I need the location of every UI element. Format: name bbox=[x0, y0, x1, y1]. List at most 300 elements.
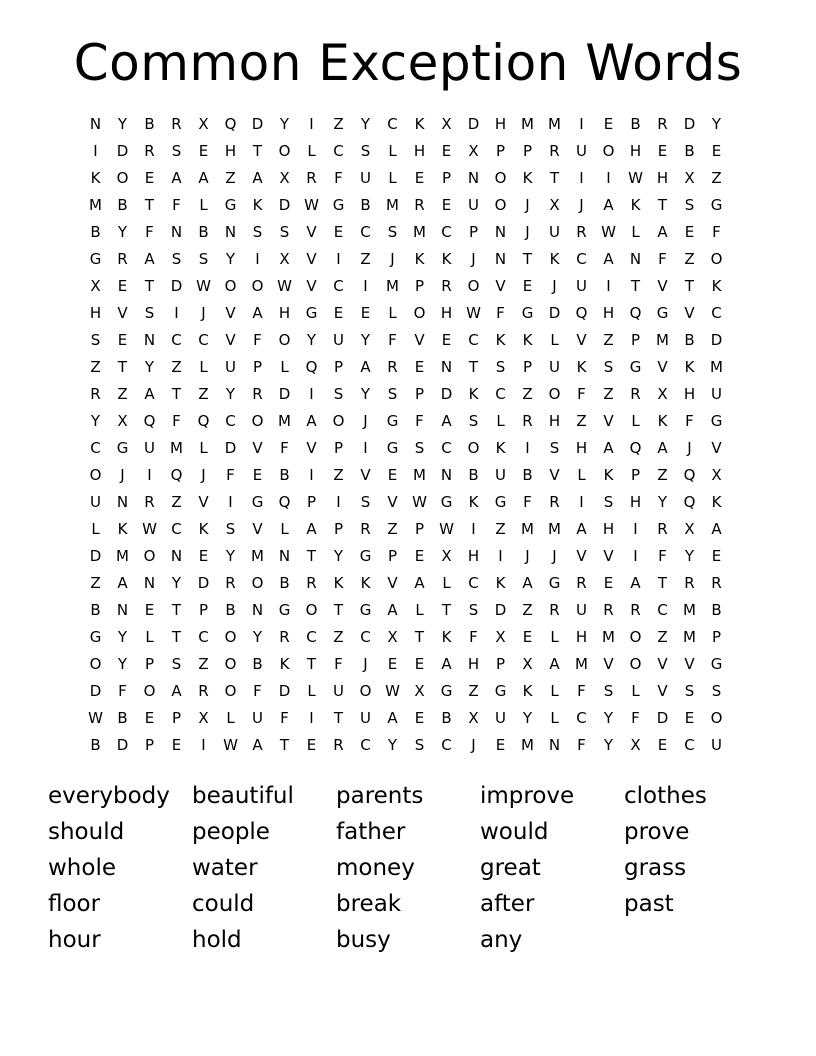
grid-letter: S bbox=[279, 223, 290, 241]
grid-letter: D bbox=[116, 142, 129, 160]
grid-letter: R bbox=[144, 142, 155, 160]
grid-letter: K bbox=[549, 250, 560, 268]
grid-letter: Y bbox=[225, 547, 236, 565]
grid-letter: B bbox=[117, 196, 128, 214]
grid-letter: E bbox=[522, 277, 533, 295]
grid-letter: C bbox=[657, 601, 668, 619]
grid-row bbox=[82, 246, 742, 273]
grid-letter: E bbox=[117, 331, 128, 349]
grid-letter: K bbox=[711, 277, 722, 295]
grid-letter: F bbox=[172, 412, 181, 430]
grid-letter: G bbox=[359, 601, 372, 619]
grid-letter: L bbox=[307, 142, 316, 160]
grid-letter: T bbox=[306, 655, 317, 673]
grid-letter: Z bbox=[522, 385, 533, 403]
grid-letter: F bbox=[253, 331, 262, 349]
grid-letter: N bbox=[440, 466, 453, 484]
grid-letter: K bbox=[603, 466, 614, 484]
word-list-item: break bbox=[336, 891, 402, 917]
grid-letter: D bbox=[170, 277, 183, 295]
grid-letter: Z bbox=[360, 250, 371, 268]
grid-letter: T bbox=[414, 628, 425, 646]
grid-letter: K bbox=[198, 520, 209, 538]
grid-letter: K bbox=[711, 493, 722, 511]
grid-letter: G bbox=[440, 493, 453, 511]
grid-letter: H bbox=[575, 628, 588, 646]
grid-letter: R bbox=[117, 250, 128, 268]
grid-letter: O bbox=[710, 250, 723, 268]
grid-letter: L bbox=[631, 682, 640, 700]
grid-letter: V bbox=[387, 493, 398, 511]
grid-letter: K bbox=[279, 655, 290, 673]
grid-letter: I bbox=[606, 277, 611, 295]
grid-letter: Y bbox=[603, 709, 614, 727]
grid-letter: E bbox=[171, 736, 182, 754]
grid-letter: O bbox=[251, 574, 264, 592]
grid-row bbox=[82, 516, 742, 543]
grid-letter: T bbox=[630, 277, 641, 295]
grid-letter: I bbox=[579, 169, 584, 187]
grid-letter: E bbox=[414, 169, 425, 187]
grid-letter: M bbox=[575, 655, 588, 673]
grid-letter: G bbox=[251, 493, 264, 511]
grid-letter: R bbox=[603, 601, 614, 619]
grid-letter: G bbox=[386, 412, 399, 430]
grid-letter: S bbox=[414, 439, 425, 457]
grid-letter: A bbox=[441, 412, 452, 430]
grid-letter: R bbox=[657, 115, 668, 133]
grid-letter: U bbox=[576, 601, 587, 619]
grid-letter: G bbox=[629, 358, 642, 376]
grid-letter: Y bbox=[117, 223, 128, 241]
grid-letter: I bbox=[309, 466, 314, 484]
grid-letter: V bbox=[252, 520, 263, 538]
word-list-item: beautiful bbox=[192, 783, 294, 809]
grid-letter: U bbox=[576, 142, 587, 160]
grid-letter: U bbox=[90, 493, 101, 511]
word-list-item: grass bbox=[624, 855, 687, 881]
grid-letter: S bbox=[171, 142, 182, 160]
grid-letter: V bbox=[657, 277, 668, 295]
grid-letter: A bbox=[657, 439, 668, 457]
grid-letter: Q bbox=[683, 493, 696, 511]
grid-letter: L bbox=[388, 169, 397, 187]
grid-letter: B bbox=[630, 115, 641, 133]
grid-letter: Z bbox=[171, 358, 182, 376]
grid-letter: H bbox=[224, 142, 237, 160]
grid-letter: B bbox=[441, 709, 452, 727]
grid-letter: R bbox=[657, 520, 668, 538]
grid-letter: Z bbox=[117, 385, 128, 403]
grid-letter: E bbox=[333, 223, 344, 241]
grid-letter: R bbox=[306, 574, 317, 592]
grid-letter: U bbox=[360, 709, 371, 727]
grid-letter: G bbox=[116, 439, 129, 457]
grid-letter: V bbox=[117, 304, 128, 322]
grid-letter: J bbox=[552, 547, 557, 565]
grid-letter: O bbox=[278, 331, 291, 349]
grid-letter: V bbox=[657, 682, 668, 700]
grid-letter: Y bbox=[279, 115, 290, 133]
grid-letter: Y bbox=[657, 493, 668, 511]
grid-letter: H bbox=[413, 142, 426, 160]
grid-letter: R bbox=[630, 385, 641, 403]
grid-letter: Z bbox=[387, 520, 398, 538]
grid-letter: K bbox=[495, 574, 506, 592]
grid-row bbox=[82, 219, 742, 246]
grid-letter: K bbox=[360, 574, 371, 592]
grid-letter: T bbox=[279, 736, 290, 754]
grid-letter: I bbox=[363, 439, 368, 457]
grid-letter: W bbox=[142, 520, 157, 538]
grid-letter: R bbox=[306, 169, 317, 187]
grid-letter: O bbox=[710, 709, 723, 727]
grid-row bbox=[82, 570, 742, 597]
grid-letter: F bbox=[631, 709, 640, 727]
grid-letter: A bbox=[306, 520, 317, 538]
grid-letter: I bbox=[579, 115, 584, 133]
grid-letter: L bbox=[631, 412, 640, 430]
grid-letter: P bbox=[333, 520, 344, 538]
grid-letter: T bbox=[657, 574, 668, 592]
grid-letter: B bbox=[90, 601, 101, 619]
grid-letter: X bbox=[684, 169, 695, 187]
grid-letter: V bbox=[225, 331, 236, 349]
grid-letter: O bbox=[629, 655, 642, 673]
grid-letter: U bbox=[468, 196, 479, 214]
grid-letter: S bbox=[90, 331, 101, 349]
grid-letter: P bbox=[414, 520, 425, 538]
grid-letter: A bbox=[252, 304, 263, 322]
grid-letter: M bbox=[548, 115, 561, 133]
grid-letter: Y bbox=[117, 115, 128, 133]
grid-letter: M bbox=[521, 520, 534, 538]
grid-letter: V bbox=[306, 277, 317, 295]
grid-letter: Z bbox=[495, 520, 506, 538]
grid-letter: P bbox=[522, 358, 533, 376]
grid-letter: T bbox=[468, 358, 479, 376]
grid-letter: Y bbox=[225, 385, 236, 403]
grid-letter: Y bbox=[252, 628, 263, 646]
grid-letter: R bbox=[387, 358, 398, 376]
grid-letter: M bbox=[548, 520, 561, 538]
grid-letter: U bbox=[144, 439, 155, 457]
grid-letter: R bbox=[279, 628, 290, 646]
grid-letter: W bbox=[88, 709, 103, 727]
grid-letter: N bbox=[224, 223, 237, 241]
grid-letter: X bbox=[279, 250, 290, 268]
grid-row bbox=[82, 381, 742, 408]
grid-letter: M bbox=[656, 331, 669, 349]
grid-letter: A bbox=[657, 223, 668, 241]
grid-row bbox=[82, 462, 742, 489]
grid-letter: P bbox=[414, 385, 425, 403]
grid-letter: A bbox=[630, 574, 641, 592]
grid-letter: G bbox=[494, 493, 507, 511]
grid-letter: V bbox=[252, 439, 263, 457]
grid-letter: S bbox=[468, 412, 479, 430]
grid-letter: K bbox=[576, 358, 587, 376]
grid-letter: Z bbox=[576, 412, 587, 430]
grid-letter: T bbox=[549, 169, 560, 187]
grid-letter: O bbox=[89, 655, 102, 673]
grid-letter: G bbox=[89, 628, 102, 646]
grid-letter: Z bbox=[333, 466, 344, 484]
grid-letter: L bbox=[442, 574, 451, 592]
grid-letter: M bbox=[710, 358, 723, 376]
grid-letter: Y bbox=[117, 655, 128, 673]
grid-letter: H bbox=[440, 304, 453, 322]
grid-letter: K bbox=[117, 520, 128, 538]
grid-letter: L bbox=[631, 223, 640, 241]
grid-row bbox=[82, 732, 742, 759]
grid-letter: K bbox=[522, 169, 533, 187]
grid-letter: E bbox=[117, 277, 128, 295]
grid-letter: S bbox=[144, 304, 155, 322]
grid-letter: D bbox=[89, 682, 102, 700]
word-list-item: should bbox=[48, 819, 125, 845]
grid-letter: T bbox=[171, 628, 182, 646]
grid-letter: Z bbox=[657, 628, 668, 646]
grid-letter: K bbox=[468, 493, 479, 511]
grid-letter: F bbox=[334, 655, 343, 673]
grid-letter: P bbox=[441, 169, 452, 187]
grid-letter: F bbox=[469, 628, 478, 646]
grid-letter: B bbox=[225, 601, 236, 619]
grid-letter: Y bbox=[225, 250, 236, 268]
grid-letter: L bbox=[145, 628, 154, 646]
grid-letter: M bbox=[521, 736, 534, 754]
grid-letter: N bbox=[548, 736, 561, 754]
grid-letter: I bbox=[363, 277, 368, 295]
word-list-item: could bbox=[192, 891, 255, 917]
grid-letter: O bbox=[332, 412, 345, 430]
grid-letter: V bbox=[198, 493, 209, 511]
grid-letter: K bbox=[495, 331, 506, 349]
grid-letter: E bbox=[414, 655, 425, 673]
grid-letter: E bbox=[684, 223, 695, 241]
grid-letter: R bbox=[522, 412, 533, 430]
grid-letter: Y bbox=[522, 709, 533, 727]
grid-letter: D bbox=[467, 115, 480, 133]
grid-letter: C bbox=[198, 628, 209, 646]
grid-letter: P bbox=[522, 142, 533, 160]
grid-letter: Q bbox=[683, 466, 696, 484]
grid-letter: T bbox=[252, 142, 263, 160]
grid-letter: C bbox=[387, 115, 398, 133]
grid-letter: C bbox=[90, 439, 101, 457]
grid-letter: N bbox=[89, 115, 102, 133]
grid-letter: X bbox=[468, 142, 479, 160]
grid-letter: O bbox=[467, 439, 480, 457]
grid-letter: V bbox=[684, 304, 695, 322]
grid-letter: H bbox=[602, 520, 615, 538]
grid-letter: O bbox=[116, 169, 129, 187]
grid-letter: Z bbox=[171, 493, 182, 511]
grid-letter: C bbox=[441, 439, 452, 457]
grid-letter: D bbox=[89, 547, 102, 565]
grid-letter: I bbox=[525, 439, 530, 457]
grid-letter: X bbox=[657, 385, 668, 403]
grid-letter: O bbox=[467, 277, 480, 295]
grid-letter: O bbox=[494, 169, 507, 187]
word-list-item: great bbox=[480, 855, 541, 881]
grid-row bbox=[82, 300, 742, 327]
grid-letter: I bbox=[309, 709, 314, 727]
grid-letter: M bbox=[116, 547, 129, 565]
grid-letter: X bbox=[495, 628, 506, 646]
word-list-item: past bbox=[624, 891, 674, 917]
grid-letter: T bbox=[522, 250, 533, 268]
grid-letter: A bbox=[603, 250, 614, 268]
grid-letter: L bbox=[307, 682, 316, 700]
grid-letter: L bbox=[280, 520, 289, 538]
grid-letter: T bbox=[117, 358, 128, 376]
grid-letter: D bbox=[710, 331, 723, 349]
grid-letter: O bbox=[413, 304, 426, 322]
grid-letter: L bbox=[226, 709, 235, 727]
word-list-item: prove bbox=[624, 819, 690, 845]
grid-letter: D bbox=[197, 574, 210, 592]
grid-letter: H bbox=[629, 142, 642, 160]
grid-letter: B bbox=[279, 574, 290, 592]
grid-letter: G bbox=[440, 682, 453, 700]
grid-letter: E bbox=[711, 142, 722, 160]
grid-letter: I bbox=[471, 520, 476, 538]
grid-letter: R bbox=[576, 574, 587, 592]
grid-letter: A bbox=[441, 655, 452, 673]
grid-letter: Z bbox=[603, 385, 614, 403]
grid-letter: Q bbox=[197, 412, 210, 430]
grid-letter: P bbox=[171, 709, 182, 727]
grid-letter: M bbox=[602, 628, 615, 646]
grid-letter: A bbox=[252, 169, 263, 187]
grid-letter: Y bbox=[171, 574, 182, 592]
grid-letter: F bbox=[118, 682, 127, 700]
word-list-item: people bbox=[192, 819, 270, 845]
grid-letter: Z bbox=[657, 466, 668, 484]
grid-letter: Y bbox=[306, 331, 317, 349]
grid-letter: V bbox=[576, 331, 587, 349]
grid-letter: R bbox=[360, 520, 371, 538]
grid-letter: Q bbox=[143, 412, 156, 430]
grid-letter: G bbox=[278, 601, 291, 619]
grid-letter: Z bbox=[684, 250, 695, 268]
grid-letter: Q bbox=[170, 466, 183, 484]
grid-letter: P bbox=[144, 736, 155, 754]
grid-letter: V bbox=[360, 466, 371, 484]
grid-letter: P bbox=[495, 655, 506, 673]
grid-letter: B bbox=[252, 655, 263, 673]
grid-letter: W bbox=[601, 223, 616, 241]
grid-letter: T bbox=[306, 547, 317, 565]
grid-letter: C bbox=[360, 628, 371, 646]
grid-letter: D bbox=[494, 601, 507, 619]
grid-letter: K bbox=[414, 115, 425, 133]
grid-letter: K bbox=[90, 169, 101, 187]
word-list-item: any bbox=[480, 927, 523, 953]
grid-letter: W bbox=[223, 736, 238, 754]
grid-letter: S bbox=[495, 358, 506, 376]
grid-letter: N bbox=[467, 169, 480, 187]
grid-letter: E bbox=[657, 736, 668, 754]
grid-letter: K bbox=[333, 574, 344, 592]
grid-letter: J bbox=[525, 196, 530, 214]
grid-letter: A bbox=[549, 655, 560, 673]
grid-letter: A bbox=[306, 412, 317, 430]
grid-letter: I bbox=[633, 520, 638, 538]
grid-letter: G bbox=[656, 304, 669, 322]
grid-letter: V bbox=[414, 331, 425, 349]
word-list-item: clothes bbox=[624, 783, 707, 809]
grid-letter: A bbox=[414, 574, 425, 592]
grid-letter: B bbox=[279, 466, 290, 484]
grid-letter: F bbox=[577, 682, 586, 700]
grid-letter: L bbox=[550, 682, 559, 700]
grid-letter: O bbox=[224, 655, 237, 673]
grid-letter: W bbox=[277, 277, 292, 295]
grid-letter: C bbox=[576, 250, 587, 268]
grid-letter: J bbox=[552, 277, 557, 295]
grid-letter: A bbox=[171, 682, 182, 700]
grid-letter: O bbox=[494, 196, 507, 214]
grid-letter: X bbox=[522, 655, 533, 673]
grid-letter: E bbox=[387, 655, 398, 673]
grid-letter: C bbox=[441, 736, 452, 754]
grid-letter: P bbox=[387, 547, 398, 565]
grid-letter: H bbox=[656, 169, 669, 187]
grid-letter: O bbox=[143, 682, 156, 700]
grid-letter: I bbox=[498, 547, 503, 565]
grid-letter: G bbox=[710, 655, 723, 673]
grid-letter: X bbox=[711, 466, 722, 484]
grid-row bbox=[82, 408, 742, 435]
grid-letter: K bbox=[495, 439, 506, 457]
grid-letter: N bbox=[116, 493, 129, 511]
grid-letter: C bbox=[333, 142, 344, 160]
grid-letter: V bbox=[711, 439, 722, 457]
grid-letter: S bbox=[684, 196, 695, 214]
grid-letter: U bbox=[549, 223, 560, 241]
grid-letter: D bbox=[440, 385, 453, 403]
grid-letter: M bbox=[278, 412, 291, 430]
grid-letter: I bbox=[93, 142, 98, 160]
grid-letter: I bbox=[309, 385, 314, 403]
grid-letter: Q bbox=[305, 358, 318, 376]
grid-letter: S bbox=[198, 250, 209, 268]
grid-letter: Y bbox=[603, 736, 614, 754]
grid-letter: B bbox=[198, 223, 209, 241]
grid-letter: O bbox=[224, 682, 237, 700]
grid-letter: D bbox=[683, 115, 696, 133]
grid-letter: Q bbox=[224, 115, 237, 133]
grid-letter: S bbox=[684, 682, 695, 700]
grid-letter: C bbox=[198, 331, 209, 349]
grid-letter: Q bbox=[629, 439, 642, 457]
grid-letter: R bbox=[144, 493, 155, 511]
grid-letter: D bbox=[278, 682, 291, 700]
word-list-item: after bbox=[480, 891, 535, 917]
grid-letter: E bbox=[144, 169, 155, 187]
grid-letter: E bbox=[495, 736, 506, 754]
grid-letter: N bbox=[440, 358, 453, 376]
grid-letter: C bbox=[468, 574, 479, 592]
grid-letter: G bbox=[548, 574, 561, 592]
grid-letter: A bbox=[711, 520, 722, 538]
grid-letter: U bbox=[333, 331, 344, 349]
grid-letter: B bbox=[90, 223, 101, 241]
word-list-item: everybody bbox=[48, 783, 170, 809]
